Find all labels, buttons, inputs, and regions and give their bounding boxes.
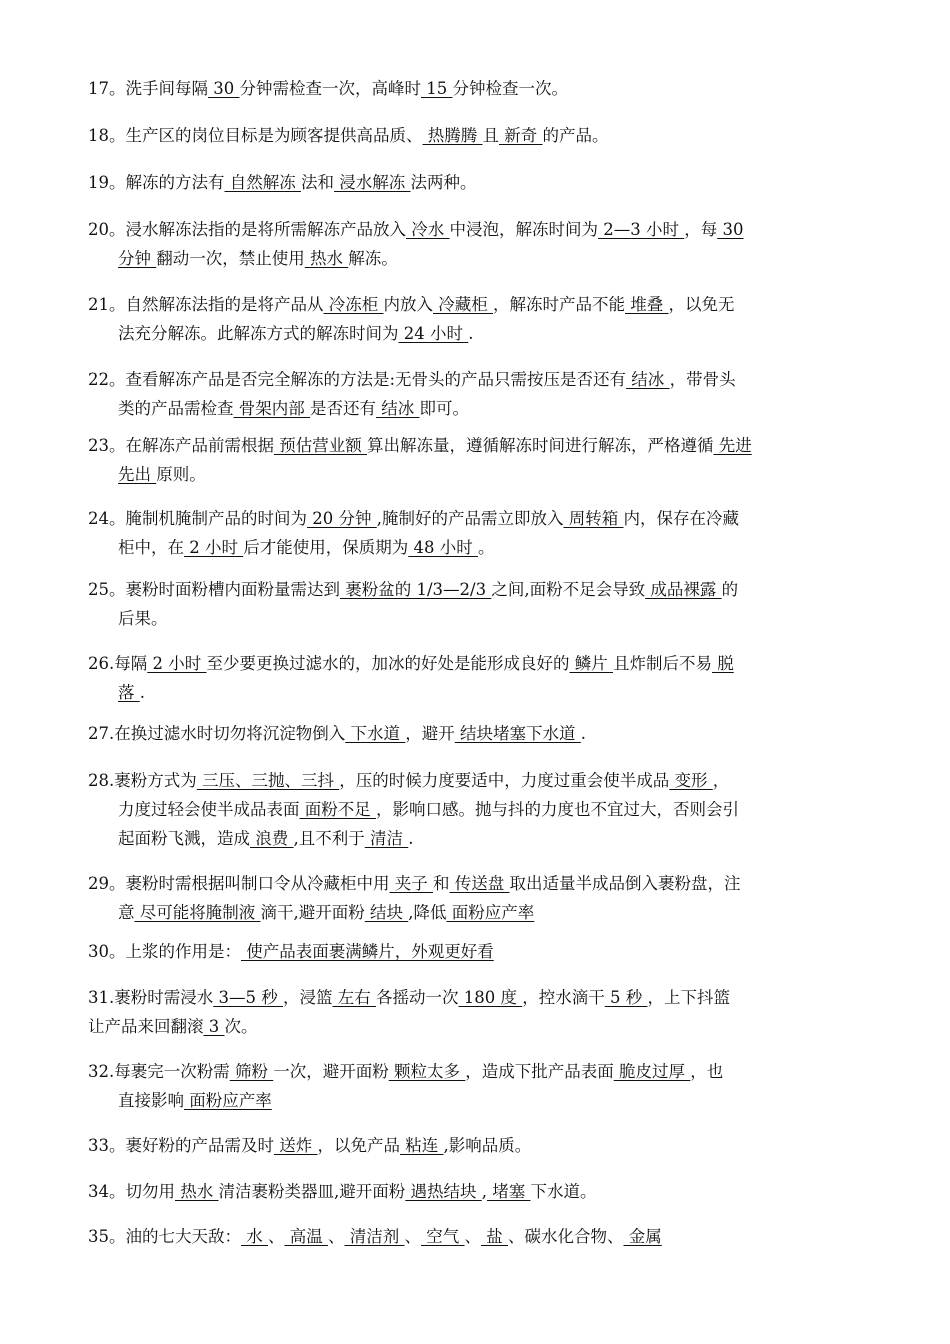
question-text: ，控水滴干 xyxy=(522,988,605,1007)
answer-blank: 面粉应产率 xyxy=(184,1091,272,1110)
question-text: 、 xyxy=(268,1227,285,1246)
question-text: 22。查看解冻产品是否完全解冻的方法是:无骨头的产品只需按压是否还有 xyxy=(88,370,627,389)
answer-blank: 夹子 xyxy=(389,874,433,893)
question-text: 一次，避开面粉 xyxy=(273,1062,389,1081)
question-line xyxy=(88,215,863,244)
question-text: 35。油的七大天敌： xyxy=(88,1227,241,1246)
question-line xyxy=(88,460,863,489)
answer-blank: 冷水 xyxy=(406,220,450,239)
question-text: 力度过轻会使半成品表面 xyxy=(118,800,300,819)
answer-blank: 鳞片 xyxy=(569,654,613,673)
question-item xyxy=(88,719,863,748)
answer-blank: 左右 xyxy=(332,988,376,1007)
question-text: 的产品。 xyxy=(542,126,609,145)
question-text: ，也 xyxy=(690,1062,724,1081)
question-item xyxy=(88,168,863,197)
answer-blank: 浪费 xyxy=(250,829,294,848)
answer-blank: 金属 xyxy=(623,1227,662,1246)
answer-blank: 24 小时 xyxy=(398,324,469,343)
question-text: 内，保存在冷藏 xyxy=(623,509,739,528)
question-item xyxy=(88,215,863,273)
question-text: ,影响品质。 xyxy=(443,1136,532,1155)
question-text: , xyxy=(481,1182,487,1201)
answer-blank: 筛粉 xyxy=(229,1062,274,1081)
question-line xyxy=(88,937,863,966)
question-line xyxy=(88,533,863,562)
question-line xyxy=(88,719,863,748)
question-line xyxy=(88,1012,863,1041)
question-text: 清洁裹粉类器皿,避开面粉 xyxy=(218,1182,406,1201)
answer-blank: 粘连 xyxy=(400,1136,444,1155)
question-text: 分钟检查一次。 xyxy=(452,79,568,98)
answer-blank: 堆叠 xyxy=(625,295,669,314)
answer-blank: 30 xyxy=(717,220,744,239)
question-text: 解冻。 xyxy=(348,249,398,268)
question-text: 柜中，在 xyxy=(118,538,184,557)
answer-blank: 热水 xyxy=(304,249,349,268)
question-text: . xyxy=(139,683,145,702)
question-line xyxy=(88,365,863,394)
question-text: 直接影响 xyxy=(118,1091,184,1110)
question-text: 滴干,避开面粉 xyxy=(260,903,365,922)
question-line xyxy=(88,168,863,197)
answer-blank: 热水 xyxy=(175,1182,219,1201)
answer-blank: 结冰 xyxy=(376,399,420,418)
question-text: 后才能使用，保质期为 xyxy=(243,538,409,557)
answer-blank: 先出 xyxy=(118,465,157,484)
answer-blank: 裹粉盆的 1/3—2/3 xyxy=(340,580,492,599)
question-line xyxy=(88,504,863,533)
question-text: ，影响口感。抛与抖的力度也不宜过大，否则会引 xyxy=(376,800,739,819)
answer-blank: 3—5 秒 xyxy=(213,988,283,1007)
question-line xyxy=(88,983,863,1012)
answer-blank: 下水道 xyxy=(345,724,406,743)
question-text: 各摇动一次 xyxy=(375,988,459,1007)
answer-blank: 脆皮过厚 xyxy=(613,1062,691,1081)
question-line xyxy=(88,575,863,604)
question-text: 让产品来回翻滚 xyxy=(88,1017,204,1036)
question-text: 法两种。 xyxy=(410,173,477,192)
answer-blank: 清洁剂 xyxy=(344,1227,405,1246)
question-text: ，解冻时产品不能 xyxy=(493,295,625,314)
answer-blank: 热腾腾 xyxy=(422,126,483,145)
question-line xyxy=(88,244,863,273)
answer-blank: 180 度 xyxy=(458,988,523,1007)
answer-blank: 面粉应产率 xyxy=(446,903,535,922)
answer-blank: 成品裸露 xyxy=(645,580,722,599)
answer-blank: 自然解冻 xyxy=(224,173,301,192)
question-line xyxy=(88,795,863,824)
question-line xyxy=(88,678,863,707)
question-text: 34。切勿用 xyxy=(88,1182,175,1201)
answer-blank: 堵塞 xyxy=(487,1182,531,1201)
answer-blank: 脱 xyxy=(711,654,734,673)
answer-blank: 遇热结块 xyxy=(405,1182,482,1201)
answer-blank: 结块 xyxy=(364,903,409,922)
question-text: 次。 xyxy=(224,1017,258,1036)
question-item xyxy=(88,937,863,966)
question-item xyxy=(88,983,863,1041)
question-text: 26.每隔 xyxy=(88,654,148,673)
question-text: . xyxy=(408,829,414,848)
question-text: 至少要更换过滤水的，加冰的好处是能形成良好的 xyxy=(206,654,570,673)
question-text: 取出适量半成品倒入裹粉盘，注 xyxy=(509,874,741,893)
question-item xyxy=(88,649,863,707)
question-text: 、 xyxy=(464,1227,481,1246)
question-text: 法充分解冻。此解冻方式的解冻时间为 xyxy=(118,324,399,343)
question-text: 意 xyxy=(118,903,135,922)
question-item xyxy=(88,365,863,423)
answer-blank: 三压、三抛、三抖 xyxy=(196,771,340,790)
answer-blank: 2—3 小时 xyxy=(598,220,685,239)
question-line xyxy=(88,1131,863,1160)
question-line xyxy=(88,319,863,348)
question-line xyxy=(88,394,863,423)
question-text: ，以免产品 xyxy=(317,1136,400,1155)
question-text: 即可。 xyxy=(419,399,469,418)
question-text: 且 xyxy=(482,126,499,145)
answer-blank: 30 xyxy=(208,79,240,98)
answer-blank: 预估营业额 xyxy=(274,436,367,455)
answer-blank: 周转箱 xyxy=(563,509,624,528)
question-text: ，浸篮 xyxy=(282,988,333,1007)
question-item xyxy=(88,121,863,150)
question-text: 内放入 xyxy=(383,295,433,314)
answer-blank: 结冰 xyxy=(626,370,670,389)
question-text: 是否还有 xyxy=(310,399,376,418)
answer-blank: 3 xyxy=(203,1017,225,1036)
question-text: 17。洗手间每隔 xyxy=(88,79,208,98)
question-line xyxy=(88,824,863,853)
question-text: ，以免无 xyxy=(668,295,735,314)
question-item xyxy=(88,1177,863,1206)
answer-blank: 冷冻柜 xyxy=(323,295,384,314)
question-line xyxy=(88,604,863,633)
question-text: 起面粉飞溅，造成 xyxy=(118,829,250,848)
question-text: 31.裹粉时需浸水 xyxy=(88,988,214,1007)
question-text: 33。裹好粉的产品需及时 xyxy=(88,1136,274,1155)
question-text: ，压的时候力度要适中，力度过重会使半成品 xyxy=(339,771,670,790)
question-text: 之间,面粉不足会导致 xyxy=(491,580,646,599)
question-text: ，避开 xyxy=(405,724,455,743)
answer-blank: 20 分钟 xyxy=(307,509,377,528)
question-line xyxy=(88,869,863,898)
question-text: 29。裹粉时需根据叫制口令从冷藏柜中用 xyxy=(88,874,390,893)
answer-blank: 5 秒 xyxy=(604,988,648,1007)
question-text: ，上下抖篮 xyxy=(647,988,730,1007)
question-text: 24。腌制机腌制产品的时间为 xyxy=(88,509,307,528)
question-item xyxy=(88,575,863,633)
question-item xyxy=(88,290,863,348)
answer-blank: 传送盘 xyxy=(449,874,510,893)
question-text: ,降低 xyxy=(408,903,447,922)
question-line xyxy=(88,1057,863,1086)
answer-blank: 先进 xyxy=(713,436,752,455)
answer-blank: 分钟 xyxy=(118,249,157,268)
question-text: ， xyxy=(712,771,730,790)
answer-blank: 变形 xyxy=(669,771,713,790)
question-line xyxy=(88,290,863,319)
answer-blank: 水 xyxy=(241,1227,268,1246)
question-text: ,腌制好的产品需立即放入 xyxy=(376,509,564,528)
answer-blank: 浸水解冻 xyxy=(334,173,411,192)
answer-blank: 15 xyxy=(421,79,453,98)
question-text: 21。自然解冻法指的是将产品从 xyxy=(88,295,324,314)
question-line xyxy=(88,766,863,795)
question-text: 。 xyxy=(477,538,495,557)
answer-blank: 结块堵塞下水道 xyxy=(454,724,581,743)
question-item xyxy=(88,1131,863,1160)
question-text: 30。上浆的作用是： xyxy=(88,942,241,961)
answer-blank: 冷藏柜 xyxy=(433,295,493,314)
question-text: 后果。 xyxy=(118,609,168,628)
question-text: 18。生产区的岗位目标是为顾客提供高品质、 xyxy=(88,126,423,145)
question-line xyxy=(88,1222,863,1251)
question-text: 法和 xyxy=(301,173,334,192)
question-text: 算出解冻量，遵循解冻时间进行解冻，严格遵循 xyxy=(367,436,714,455)
question-line xyxy=(88,74,863,103)
question-text: 中浸泡，解冻时间为 xyxy=(449,220,598,239)
question-item xyxy=(88,869,863,927)
question-text: 下水道。 xyxy=(530,1182,597,1201)
question-text: 32.每裹完一次粉需 xyxy=(88,1062,230,1081)
question-text: 翻动一次，禁止使用 xyxy=(156,249,305,268)
question-text: ，每 xyxy=(684,220,718,239)
answer-blank: 空气 xyxy=(421,1227,465,1246)
question-item xyxy=(88,431,863,489)
question-text: ，造成下批产品表面 xyxy=(465,1062,614,1081)
question-item xyxy=(88,74,863,103)
question-line xyxy=(88,431,863,460)
question-text: 、碳水化合物、 xyxy=(508,1227,624,1246)
question-line xyxy=(88,1177,863,1206)
question-text: 且炸制后不易 xyxy=(612,654,712,673)
answer-blank: 骨架内部 xyxy=(233,399,310,418)
question-text: 19。解冻的方法有 xyxy=(88,173,225,192)
answer-blank: 48 小时 xyxy=(408,538,478,557)
question-text: . xyxy=(580,724,586,743)
question-text: 27.在换过滤水时切勿将沉淀物倒入 xyxy=(88,724,346,743)
question-text: 23。在解冻产品前需根据 xyxy=(88,436,274,455)
question-text: . xyxy=(468,324,474,343)
question-text: 类的产品需检查 xyxy=(118,399,234,418)
question-line xyxy=(88,1086,863,1115)
question-item xyxy=(88,1057,863,1115)
answer-blank: 面粉不足 xyxy=(299,800,376,819)
question-text: ,且不利于 xyxy=(293,829,365,848)
question-line xyxy=(88,898,863,927)
answer-blank: 高温 xyxy=(284,1227,328,1246)
question-text: 分钟需检查一次，高峰时 xyxy=(239,79,421,98)
question-text: 、 xyxy=(328,1227,345,1246)
answer-blank: 落 xyxy=(118,683,140,702)
answer-blank: 盐 xyxy=(481,1227,508,1246)
question-text: 和 xyxy=(433,874,450,893)
question-text: 20。浸水解冻法指的是将所需解冻产品放入 xyxy=(88,220,406,239)
question-text: 25。裹粉时面粉槽内面粉量需达到 xyxy=(88,580,340,599)
question-text: 原则。 xyxy=(156,465,206,484)
answer-blank: 送炸 xyxy=(274,1136,318,1155)
answer-blank: 尽可能将腌制液 xyxy=(134,903,261,922)
answer-blank: 2 小时 xyxy=(147,654,207,673)
question-item xyxy=(88,504,863,562)
question-text: ，带骨头 xyxy=(669,370,736,389)
answer-blank: 使产品表面裹满鳞片，外观更好看 xyxy=(241,942,494,961)
question-text: 28.裹粉方式为 xyxy=(88,771,197,790)
question-item xyxy=(88,766,863,853)
question-text: 的 xyxy=(721,580,739,599)
answer-blank: 新奇 xyxy=(499,126,543,145)
answer-blank: 颗粒太多 xyxy=(388,1062,466,1081)
answer-blank: 2 小时 xyxy=(184,538,244,557)
question-line xyxy=(88,121,863,150)
question-item xyxy=(88,1222,863,1251)
question-line xyxy=(88,649,863,678)
question-text: 、 xyxy=(404,1227,421,1246)
answer-blank: 清洁 xyxy=(364,829,409,848)
